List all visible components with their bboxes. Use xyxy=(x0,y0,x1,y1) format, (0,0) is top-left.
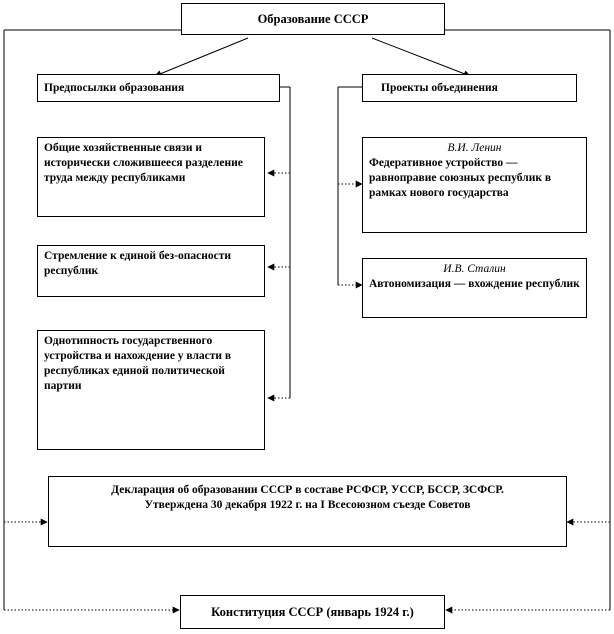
projects-header: Проекты объединения xyxy=(362,74,577,102)
prerequisite-item-common-security: Стремление к единой без-опасности республик xyxy=(37,245,265,297)
project-stalin-text: Автономизация — вхождение республик xyxy=(369,278,580,290)
constitution-box: Конституция СССР (январь 1924 г.) xyxy=(180,595,445,629)
project-lenin-text: Федеративное устройство — равноправие союзных республик в рамках нового государства xyxy=(369,157,552,199)
declaration-box: Декларация об образовании СССР в составе РСФСР, УССР, БССР, ЗСФСР. Утверждена 30 декабря 1922 г. на I Всесоюзном съезде Советов xyxy=(48,476,567,547)
project-stalin xyxy=(362,258,587,318)
prerequisites-header: Предпосылки образования xyxy=(37,74,280,102)
diagram-title: Образование СССР xyxy=(181,3,445,35)
project-lenin-author: В.И. Ленин xyxy=(447,142,502,154)
project-stalin-author: И.В. Сталин xyxy=(443,263,506,275)
prerequisite-item-uniform-government: Однотипность государственного устройства и нахождение у власти в республиках единой политической партии xyxy=(37,330,265,450)
prerequisite-item-economic-ties: Общие хозяйственные связи и исторически сложившееся разделение труда между республиками xyxy=(37,137,265,217)
project-lenin xyxy=(362,137,587,233)
